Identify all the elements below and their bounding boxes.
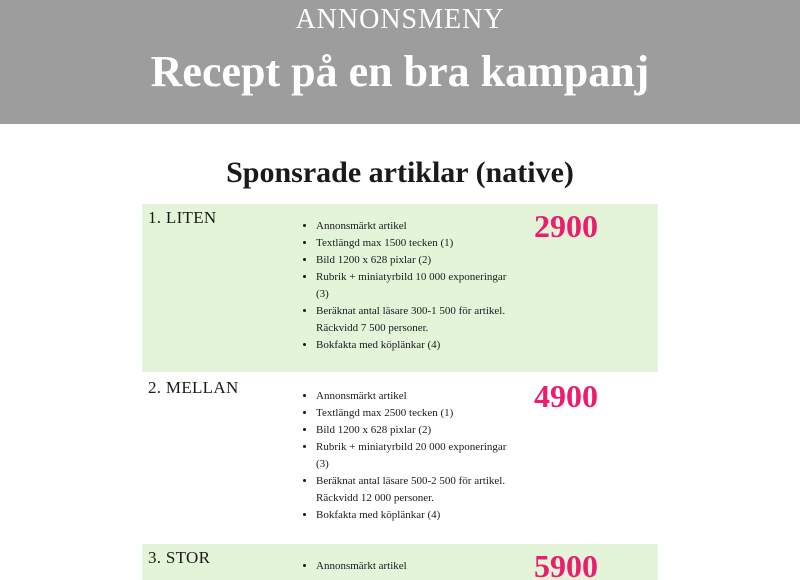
banner-title: Recept på en bra kampanj [150,47,650,96]
list-item: • Bokfakta med köplänkar (4) [316,507,516,524]
package-mellan [142,374,658,542]
list-item: • Annonsmärkt artikel [316,388,516,405]
package-price: 4900 [534,378,598,414]
list-item: • Beräknat antal läsare 300-1 500 för artikel. Räckvidd 7 500 personer. [316,303,516,337]
package-stor [142,544,658,580]
feature-list [302,218,516,354]
list-item: • Bild 1200 x 628 pixlar (2) [316,252,516,269]
package-name: 1. LITEN [148,208,217,227]
package-name: 3. STOR [148,548,211,567]
banner-kicker: ANNONSMENY [295,4,505,35]
list-item: • Rubrik + miniatyrbild 20 000 exponeringar (3) [316,439,516,473]
header-banner [0,0,800,124]
list-item: • Textlängd max 2500 tecken (1) [316,405,516,422]
package-price: 5900 [534,548,598,580]
feature-list [302,558,516,575]
list-item: • Textlängd max 1500 tecken (1) [316,235,516,252]
list-item: • Bild 1200 x 628 pixlar (2) [316,422,516,439]
list-item: • Rubrik + miniatyrbild 10 000 exponeringar (3) [316,269,516,303]
package-name: 2. MELLAN [148,378,239,397]
package-liten [142,204,658,372]
list-item: • Bokfakta med köplänkar (4) [316,337,516,354]
list-item: • Annonsmärkt artikel [316,218,516,235]
list-item: • Annonsmärkt artikel [316,558,516,575]
list-item: • Beräknat antal läsare 500-2 500 för artikel. Räckvidd 12 000 personer. [316,473,516,507]
feature-list [302,388,516,524]
section-title: Sponsrade artiklar (native) [226,156,574,189]
package-price: 2900 [534,208,598,244]
